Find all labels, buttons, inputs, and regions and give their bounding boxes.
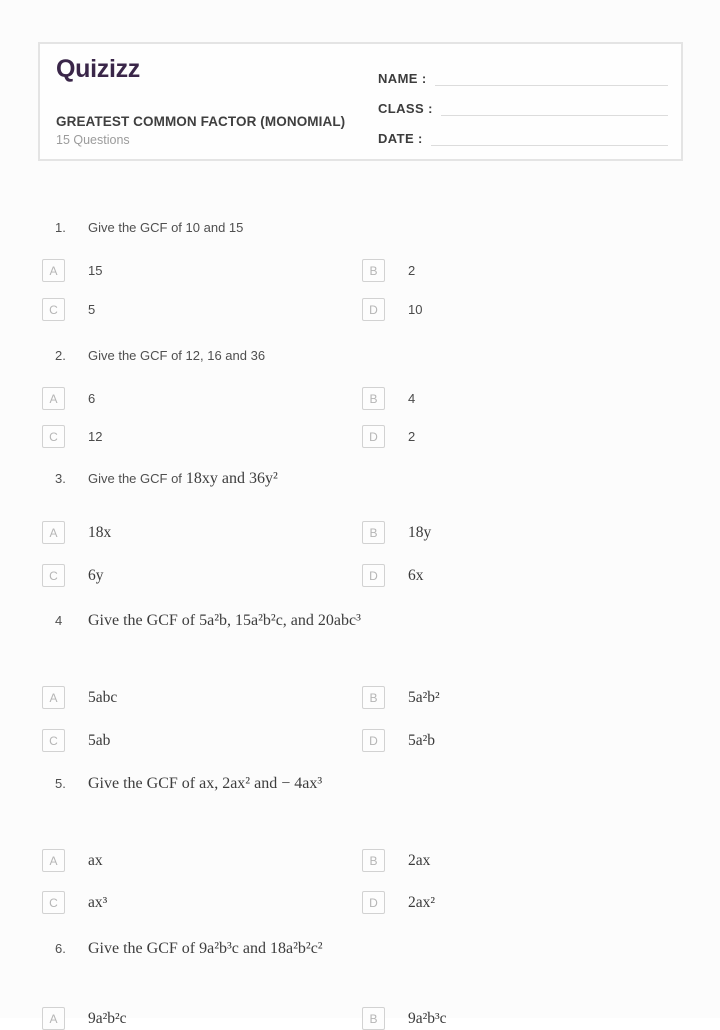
question-6-line	[55, 940, 675, 958]
option-B	[362, 521, 431, 544]
student-info-fields	[378, 56, 668, 146]
option-letter-box[interactable]: A	[42, 1007, 65, 1030]
option-letter-box[interactable]: A	[42, 259, 65, 282]
option-text: 5a²b	[408, 731, 436, 749]
option-C	[42, 564, 104, 587]
question-5-line	[55, 775, 675, 793]
option-text: 6	[88, 391, 96, 406]
option-letter-box[interactable]: B	[362, 1007, 385, 1030]
option-C	[42, 891, 107, 914]
option-letter-box[interactable]: B	[362, 259, 385, 282]
date-field-row	[378, 116, 668, 146]
option-letter-box[interactable]: A	[42, 521, 65, 544]
class-blank-line[interactable]	[441, 99, 668, 116]
option-text: 9a²b³c	[408, 1009, 447, 1027]
worksheet-header-card	[38, 42, 683, 161]
option-letter-box[interactable]: C	[42, 298, 65, 321]
option-D	[362, 564, 424, 587]
question-4-options-row-1	[0, 686, 720, 709]
option-D	[362, 729, 435, 752]
option-B	[362, 1007, 447, 1030]
question-text: Give the GCF of 5a²b, 15a²b²c, and 20abc³	[88, 612, 361, 629]
option-text: ax	[88, 851, 103, 869]
option-letter-box[interactable]: A	[42, 849, 65, 872]
question-5-options-row-2	[0, 891, 720, 914]
option-A	[42, 849, 103, 872]
option-text: 12	[88, 429, 103, 444]
question-5-options-row-1	[0, 849, 720, 872]
question-2-options-row-2	[0, 425, 720, 448]
question-text: Give the GCF of 12, 16 and 36	[88, 348, 266, 363]
option-text: 5a²b²	[408, 688, 440, 706]
option-text: 6x	[408, 566, 424, 584]
option-letter-box[interactable]: D	[362, 564, 385, 587]
option-text: 9a²b²c	[88, 1009, 127, 1027]
option-letter-box[interactable]: C	[42, 425, 65, 448]
question-text: Give the GCF of 10 and 15	[88, 220, 244, 235]
question-1-line	[55, 219, 675, 237]
question-2-line	[55, 347, 675, 365]
option-C	[42, 298, 95, 321]
option-text: 6y	[88, 566, 104, 584]
option-A	[42, 1007, 127, 1030]
option-B	[362, 849, 430, 872]
class-field-row	[378, 86, 668, 116]
option-A	[42, 387, 95, 410]
option-letter-box[interactable]: D	[362, 298, 385, 321]
option-D	[362, 298, 422, 321]
date-blank-line[interactable]	[431, 129, 668, 146]
question-number: 2.	[55, 348, 66, 363]
option-letter-box[interactable]: B	[362, 387, 385, 410]
option-C	[42, 729, 110, 752]
question-4-line	[55, 612, 675, 630]
question-3-options-row-1	[0, 521, 720, 544]
option-text: 5	[88, 302, 96, 317]
option-letter-box[interactable]: C	[42, 729, 65, 752]
worksheet-title: GREATEST COMMON FACTOR (MONOMIAL)	[56, 114, 346, 129]
option-B	[362, 686, 440, 709]
option-D	[362, 891, 435, 914]
option-text: 5abc	[88, 688, 118, 706]
question-text: Give the GCF of 9a²b³c and 18a²b²c²	[88, 940, 323, 957]
option-text: 15	[88, 263, 103, 278]
option-letter-box[interactable]: D	[362, 425, 385, 448]
option-letter-box[interactable]: C	[42, 891, 65, 914]
question-2-options-row-1	[0, 387, 720, 410]
name-label: NAME :	[378, 71, 427, 86]
question-number: 4	[55, 613, 63, 628]
option-A	[42, 521, 111, 544]
option-letter-box[interactable]: C	[42, 564, 65, 587]
question-3-line	[55, 470, 675, 488]
question-4-options-row-2	[0, 729, 720, 752]
option-text: 2ax²	[408, 893, 436, 911]
option-text: 10	[408, 302, 423, 317]
question-text: Give the GCF of ax, 2ax² and − 4ax³	[88, 775, 323, 792]
date-label: DATE :	[378, 131, 423, 146]
question-number: 6.	[55, 941, 66, 956]
question-number: 5.	[55, 776, 66, 791]
option-text: 18y	[408, 523, 432, 541]
name-field-row	[378, 56, 668, 86]
option-text: ax³	[88, 893, 108, 911]
option-letter-box[interactable]: D	[362, 891, 385, 914]
option-B	[362, 259, 415, 282]
option-text: 5ab	[88, 731, 111, 749]
option-text: 2	[408, 263, 416, 278]
question-6-options-row-1	[0, 1007, 720, 1030]
question-text: Give the GCF of 18xy and 36y²	[88, 470, 278, 487]
option-text: 4	[408, 391, 416, 406]
option-text: 2ax	[408, 851, 431, 869]
question-count: 15 Questions	[56, 133, 130, 147]
option-B	[362, 387, 415, 410]
quizizz-logo: Quizizz	[56, 55, 141, 83]
option-letter-box[interactable]: D	[362, 729, 385, 752]
option-letter-box[interactable]: A	[42, 387, 65, 410]
name-blank-line[interactable]	[435, 69, 668, 86]
option-A	[42, 686, 117, 709]
option-D	[362, 425, 415, 448]
question-3-options-row-2	[0, 564, 720, 587]
class-label: CLASS :	[378, 101, 433, 116]
question-1-options-row-1	[0, 259, 720, 282]
question-1-options-row-2	[0, 298, 720, 321]
question-number: 3.	[55, 471, 66, 486]
option-A	[42, 259, 102, 282]
question-number: 1.	[55, 220, 66, 235]
option-text: 18x	[88, 523, 112, 541]
option-letter-box[interactable]: B	[362, 521, 385, 544]
option-C	[42, 425, 102, 448]
option-text: 2	[408, 429, 416, 444]
option-letter-box[interactable]: B	[362, 849, 385, 872]
option-letter-box[interactable]: A	[42, 686, 65, 709]
option-letter-box[interactable]: B	[362, 686, 385, 709]
